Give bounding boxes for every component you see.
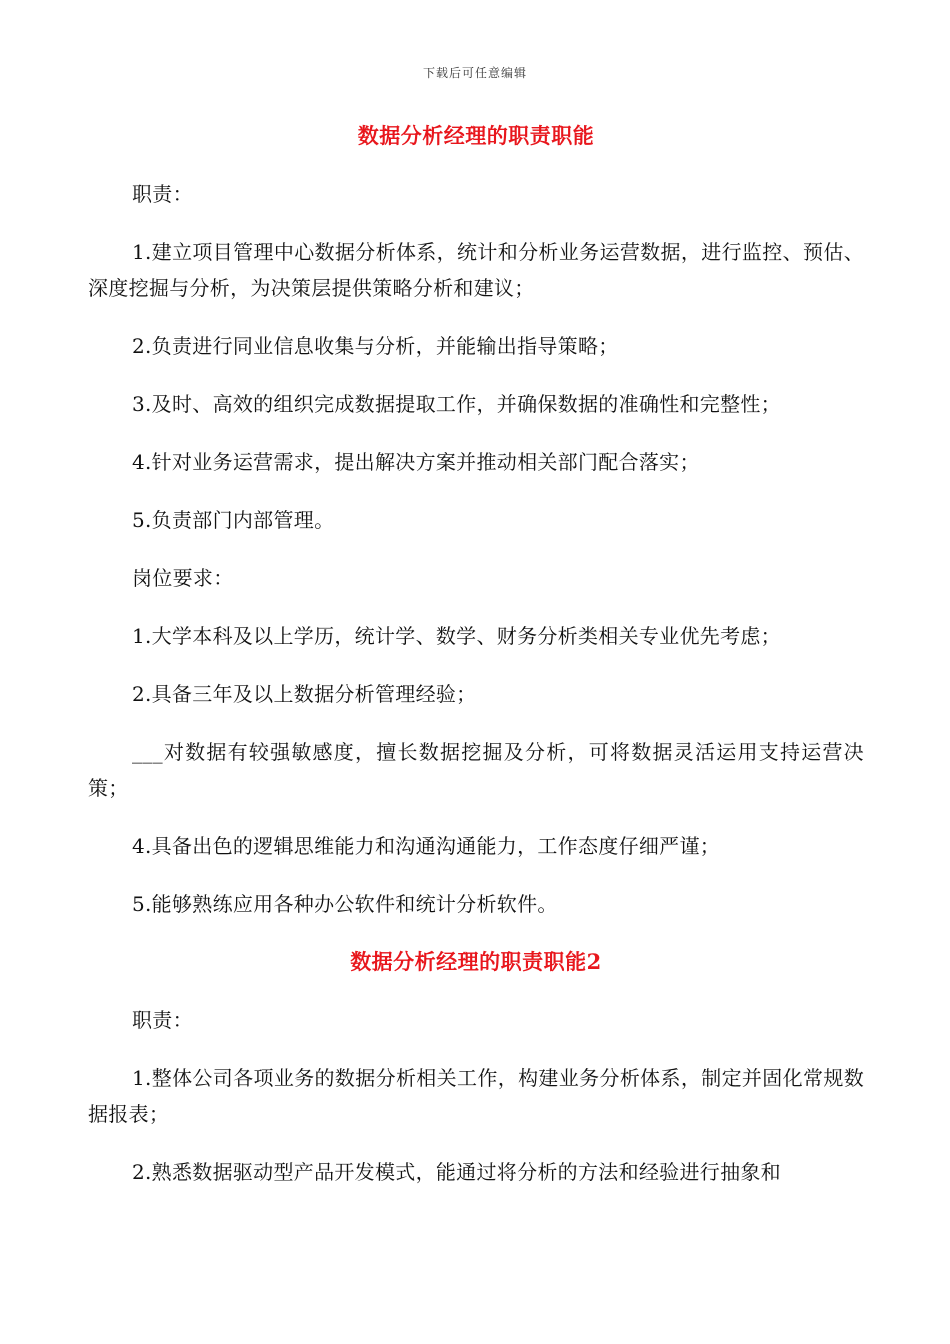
- paragraph: 职责：: [132, 182, 193, 206]
- paragraph: 4.具备出色的逻辑思维能力和沟通沟通能力，工作态度仔细严谨；: [132, 834, 721, 858]
- paragraph: 2.熟悉数据驱动型产品开发模式，能通过将分析的方法和经验进行抽象和: [132, 1160, 781, 1184]
- paragraph: 5.能够熟练应用各种办公软件和统计分析软件。: [132, 892, 558, 916]
- header-note: 下载后可任意编辑: [422, 66, 527, 80]
- paragraph: 2.负责进行同业信息收集与分析，并能输出指导策略；: [132, 334, 619, 358]
- document-body: [88, 118, 864, 1190]
- paragraph: 岗位要求：: [132, 566, 234, 590]
- paragraph: 3.及时、高效的组织完成数据提取工作，并确保数据的准确性和完整性；: [132, 392, 781, 416]
- paragraph: 1.大学本科及以上学历，统计学、数学、财务分析类相关专业优先考虑；: [132, 624, 781, 648]
- paragraph: ___对数据有较强敏感度，擅长数据挖掘及分析，可将数据灵活运用支持运营决策；: [88, 740, 864, 800]
- paragraph: 2.具备三年及以上数据分析管理经验；: [132, 682, 477, 706]
- section-2: [88, 944, 864, 1190]
- paragraph: 职责：: [132, 1008, 193, 1032]
- section-title: 数据分析经理的职责职能: [357, 123, 595, 148]
- paragraph: 5.负责部门内部管理。: [132, 508, 335, 532]
- section-title: 数据分析经理的职责职能2: [350, 949, 602, 974]
- paragraph: 1.建立项目管理中心数据分析体系，统计和分析业务运营数据，进行监控、预估、深度挖掘与分析，为决策层提供策略分析和建议；: [88, 240, 864, 300]
- paragraph: 4.针对业务运营需求，提出解决方案并推动相关部门配合落实；: [132, 450, 700, 474]
- paragraph: 1.整体公司各项业务的数据分析相关工作，构建业务分析体系，制定并固化常规数据报表；: [88, 1066, 864, 1126]
- section-1: [88, 118, 864, 922]
